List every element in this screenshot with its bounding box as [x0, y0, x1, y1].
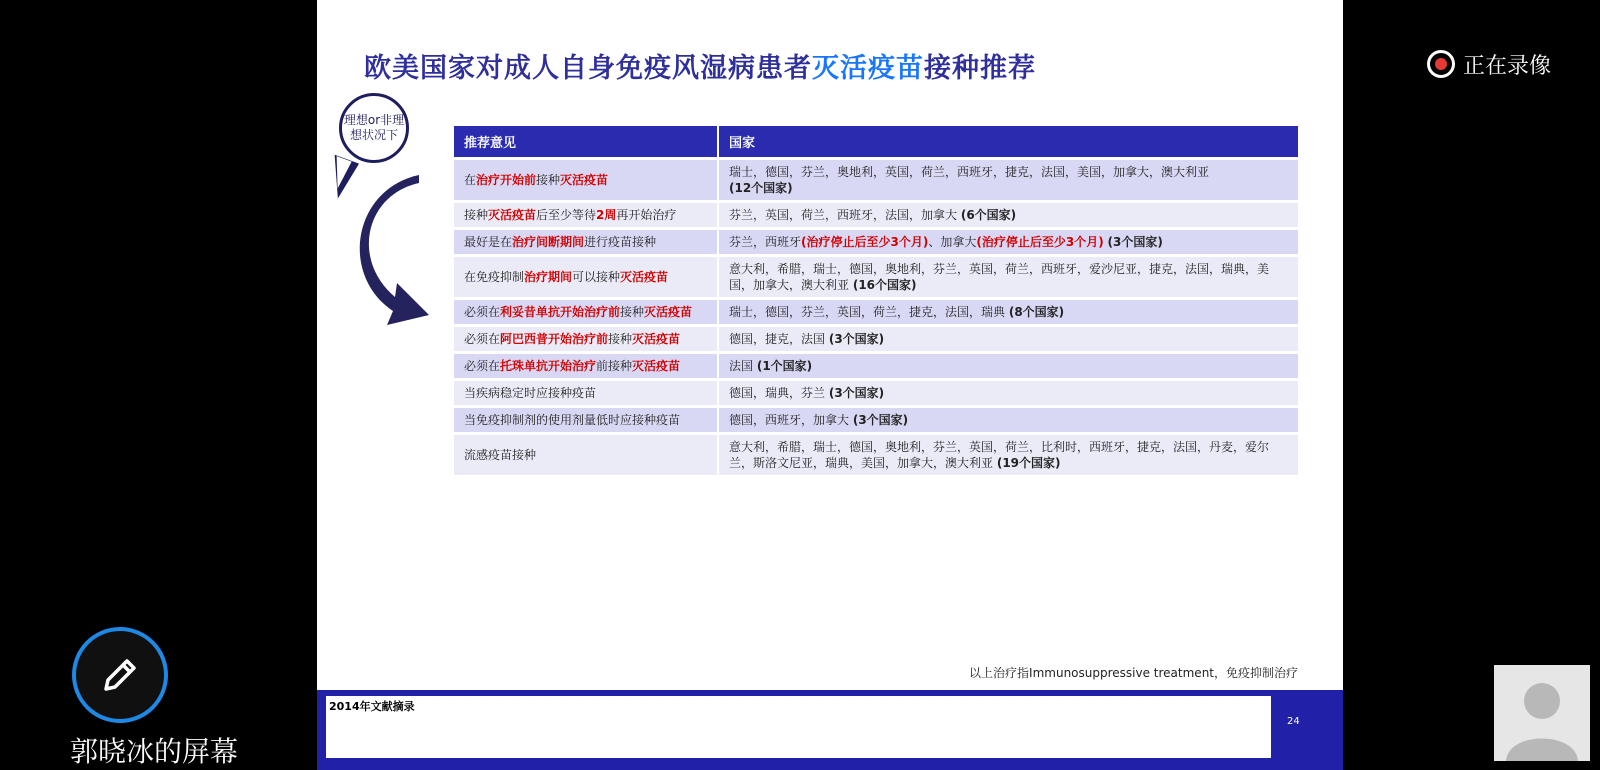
- recommendation-cell: [454, 380, 718, 407]
- cell-text-segment: 瑞士，德国，芬兰，英国，荷兰，捷克，法国，瑞典: [729, 305, 1009, 319]
- countries-cell: [718, 434, 1299, 476]
- cell-text-segment: (19个国家): [996, 456, 1061, 470]
- cell-text-segment: (3个国家): [852, 413, 909, 427]
- countries-cell: [718, 159, 1299, 202]
- cell-text-segment: 、加拿大: [928, 235, 977, 249]
- cell-text-segment: 在: [464, 173, 477, 187]
- title-highlight: 灭活疫苗: [812, 53, 924, 84]
- participant-avatar[interactable]: [1494, 665, 1590, 761]
- speech-bubble: [339, 93, 409, 163]
- table-row: [454, 380, 1299, 407]
- cell-text-segment: 接种: [620, 305, 645, 319]
- cell-text-segment: 灭活疫苗: [644, 305, 693, 319]
- recommendation-cell: [454, 434, 718, 476]
- cell-text-segment: 意大利，希腊，瑞士，德国，奥地利，芬兰，英国，荷兰，西班牙，爱沙尼亚，捷克，法国，瑞典，美国，加拿大，澳大利亚: [729, 262, 1270, 292]
- cell-text-segment: 接种: [464, 208, 489, 222]
- recommendation-cell: [454, 159, 718, 202]
- cell-text-segment: 灭活疫苗: [632, 359, 681, 373]
- cell-text-segment: 必须在: [464, 359, 501, 373]
- table-row: [454, 159, 1299, 202]
- table-row: [454, 229, 1299, 256]
- bubble-line-1: 理想or非理: [343, 113, 405, 127]
- table-row: [454, 256, 1299, 299]
- bubble-line-2: 想状况下: [349, 128, 398, 142]
- cell-text-segment: 法国: [729, 359, 757, 373]
- cell-text-segment: (3个国家): [1107, 235, 1163, 249]
- recording-label: 正在录像: [1463, 53, 1552, 79]
- cell-text-segment: (治疗停止后至少3个月): [801, 235, 929, 249]
- footnote: 以上治疗指Immunosuppressive treatment，免疫抑制治疗: [969, 666, 1298, 680]
- cell-text-segment: 灭活疫苗: [560, 173, 609, 187]
- cell-text-segment: 德国，西班牙，加拿大: [729, 413, 853, 427]
- table-row: [454, 202, 1299, 229]
- cell-text-segment: 治疗开始前: [476, 173, 537, 187]
- countries-cell: [718, 229, 1299, 256]
- cell-text-segment: 灭活疫苗: [488, 208, 537, 222]
- cell-text-segment: 接种: [536, 173, 561, 187]
- title-part1: 欧美国家对成人自身免疫风湿病患者: [364, 53, 812, 84]
- cell-text-segment: 可以接种: [572, 270, 621, 284]
- recommendation-cell: [454, 229, 718, 256]
- cell-text-segment: (3个国家): [828, 332, 885, 346]
- recommendation-cell: [454, 299, 718, 326]
- cell-text-segment: 接种: [608, 332, 633, 346]
- cell-text-segment: 在免疫抑制: [464, 270, 525, 284]
- cell-text-segment: 进行疫苗接种: [584, 235, 657, 249]
- countries-cell: [718, 380, 1299, 407]
- header-recommendation: 推荐意见: [454, 126, 718, 159]
- cell-text-segment: (治疗停止后至少3个月): [976, 235, 1104, 249]
- cell-text-segment: (3个国家): [828, 386, 885, 400]
- cell-text-segment: 灭活疫苗: [620, 270, 669, 284]
- page-number: 24: [1287, 716, 1300, 727]
- cell-text-segment: 灭活疫苗: [632, 332, 681, 346]
- cell-text-segment: 流感疫苗接种: [464, 448, 537, 462]
- cell-text-segment: (1个国家): [756, 359, 813, 373]
- recommendation-cell: [454, 256, 718, 299]
- pencil-icon: [98, 653, 142, 697]
- recommendation-cell: [454, 407, 718, 434]
- cell-text-segment: 后至少等待: [536, 208, 597, 222]
- cell-text-segment: 意大利，希腊，瑞士，德国，奥地利，芬兰，英国，荷兰，比利时，西班牙，捷克，法国，丹麦，爱尔兰，斯洛文尼亚，瑞典，美国，加拿大，澳大利亚: [729, 440, 1270, 470]
- countries-cell: [718, 202, 1299, 229]
- cell-text-segment: 必须在: [464, 332, 501, 346]
- table-row: [454, 407, 1299, 434]
- cell-text-segment: (8个国家): [1008, 305, 1065, 319]
- header-countries: 国家: [718, 126, 1299, 159]
- cell-text-segment: 再开始治疗: [616, 208, 677, 222]
- table-header-row: [454, 126, 1299, 159]
- countries-cell: [718, 353, 1299, 380]
- cell-text-segment: 托珠单抗开始治疗: [500, 359, 597, 373]
- table-row: [454, 299, 1299, 326]
- slide-footer-bar: [317, 690, 1343, 770]
- cell-text-segment: 当疾病稳定时应接种疫苗: [464, 386, 597, 400]
- recommendation-cell: [454, 353, 718, 380]
- recording-indicator: [1427, 47, 1551, 81]
- cell-text-segment: 前接种: [596, 359, 633, 373]
- cell-text-segment: (12个国家): [729, 181, 793, 195]
- countries-cell: [718, 326, 1299, 353]
- notes-box[interactable]: 2014年文献摘录: [326, 696, 1271, 758]
- cell-text-segment: 最好是在: [464, 235, 513, 249]
- recommendation-table: [454, 126, 1300, 475]
- table-row: [454, 353, 1299, 380]
- cell-text-segment: 当免疫抑制剂的使用剂量低时应接种疫苗: [464, 413, 681, 427]
- table-row: [454, 326, 1299, 353]
- title-part2: 接种推荐: [924, 53, 1036, 84]
- countries-cell: [718, 407, 1299, 434]
- cell-text-segment: 芬兰，西班牙: [729, 235, 802, 249]
- annotate-pen-button[interactable]: [72, 627, 168, 723]
- record-dot-icon: [1427, 50, 1455, 78]
- cell-text-segment: 阿巴西普开始治疗前: [500, 332, 609, 346]
- screen-owner-label: 郭晓冰的屏幕: [70, 735, 239, 768]
- recommendation-cell: [454, 202, 718, 229]
- cell-text-segment: 瑞士，德国，芬兰，奥地利，英国，荷兰，西班牙，捷克，法国，美国，加拿大，澳大利亚: [729, 165, 1210, 179]
- cell-text-segment: (16个国家): [852, 278, 917, 292]
- countries-cell: [718, 299, 1299, 326]
- cell-text-segment: 必须在: [464, 305, 501, 319]
- cell-text-segment: 芬兰，英国，荷兰，西班牙，法国，加拿大: [729, 208, 961, 222]
- presentation-slide: [317, 0, 1343, 770]
- cell-text-segment: 德国，瑞典，芬兰: [729, 386, 829, 400]
- slide-title: [364, 46, 1036, 85]
- cell-text-segment: 德国，捷克，法国: [729, 332, 829, 346]
- table-body: [454, 159, 1299, 476]
- cell-text-segment: 利妥昔单抗开始治疗前: [500, 305, 621, 319]
- cell-text-segment: 2周: [596, 208, 617, 222]
- cell-text-segment: 治疗期间: [524, 270, 573, 284]
- countries-cell: [718, 256, 1299, 299]
- cell-text-segment: (6个国家): [960, 208, 1017, 222]
- person-icon: [1494, 665, 1590, 761]
- table-row: [454, 434, 1299, 476]
- curved-arrow-icon: [347, 175, 447, 335]
- cell-text-segment: 治疗间断期间: [512, 235, 585, 249]
- recommendation-cell: [454, 326, 718, 353]
